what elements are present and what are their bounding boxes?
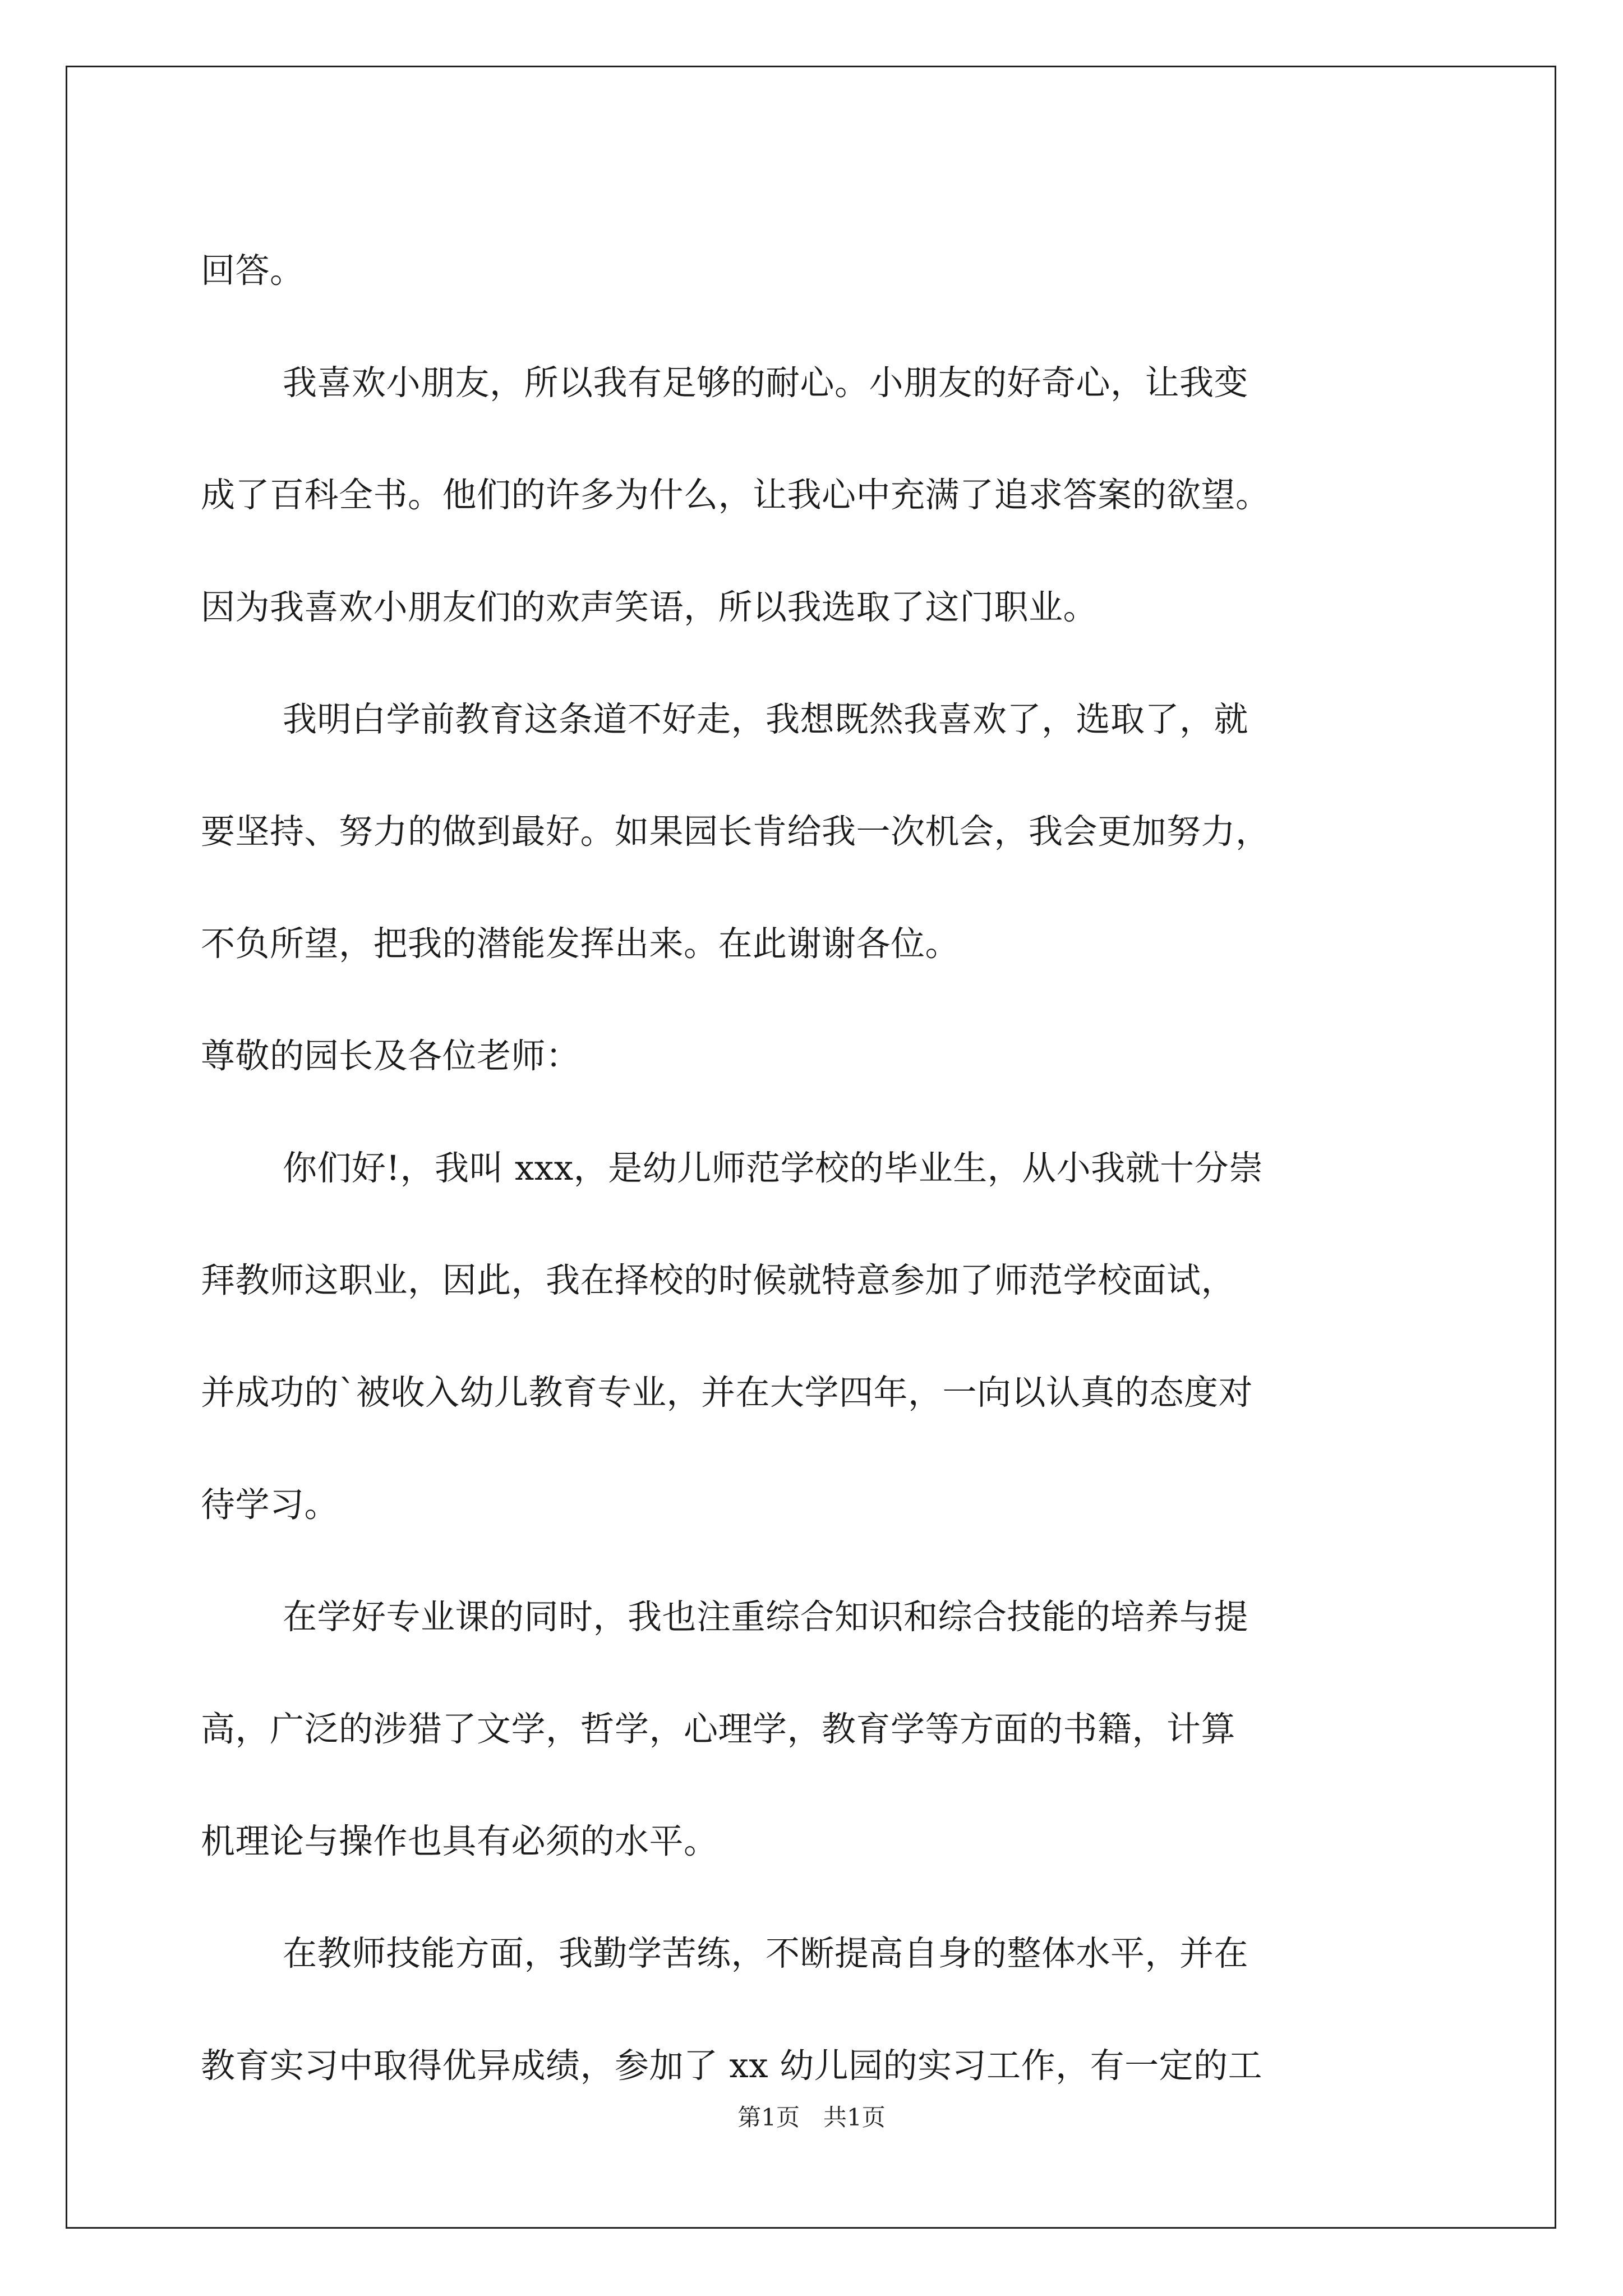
text-line: 成了百科全书。他们的许多为什么，让我心中充满了追求答案的欲望。 bbox=[201, 475, 1270, 515]
page-number-footer: 第1页 共1页 bbox=[737, 2104, 886, 2131]
text-line: 教育实习中取得优异成绩，参加了 xx 幼儿园的实习工作，有一定的工 bbox=[201, 2046, 1263, 2086]
text-line: 在学好专业课的同时，我也注重综合知识和综合技能的培养与提 bbox=[283, 1597, 1249, 1637]
text-line: 机理论与操作也具有必须的水平。 bbox=[201, 1821, 718, 1861]
text-line: 我明白学前教育这条道不好走，我想既然我喜欢了，选取了，就 bbox=[283, 700, 1249, 739]
text-line: 并成功的`被收入幼儿教育专业，并在大学四年，一向以认真的态度对 bbox=[201, 1373, 1253, 1412]
text-line: 待学习。 bbox=[201, 1485, 339, 1525]
text-line: 因为我喜欢小朋友们的欢声笑语，所以我选取了这门职业。 bbox=[201, 587, 1098, 627]
document-body bbox=[201, 215, 1473, 2122]
text-line: 在教师技能方面，我勤学苦练，不断提高自身的整体水平，并在 bbox=[283, 1934, 1249, 1973]
text-line: 你们好!，我叫 xxx，是幼儿师范学校的毕业生，从小我就十分崇 bbox=[283, 1148, 1264, 1188]
text-line: 不负所望，把我的潜能发挥出来。在此谢谢各位。 bbox=[201, 924, 960, 964]
text-line: 高，广泛的涉猎了文学，哲学，心理学，教育学等方面的书籍，计算 bbox=[201, 1709, 1236, 1749]
salutation: 尊敬的园长及各位老师： bbox=[201, 1036, 580, 1076]
text-line: 拜教师这职业，因此，我在择校的时候就特意参加了师范学校面试， bbox=[201, 1260, 1236, 1300]
text-line: 要坚持、努力的做到最好。如果园长肯给我一次机会，我会更加努力， bbox=[201, 812, 1270, 852]
text-line: 回答。 bbox=[201, 251, 305, 291]
text-line: 我喜欢小朋友，所以我有足够的耐心。小朋友的好奇心，让我变 bbox=[283, 363, 1249, 403]
